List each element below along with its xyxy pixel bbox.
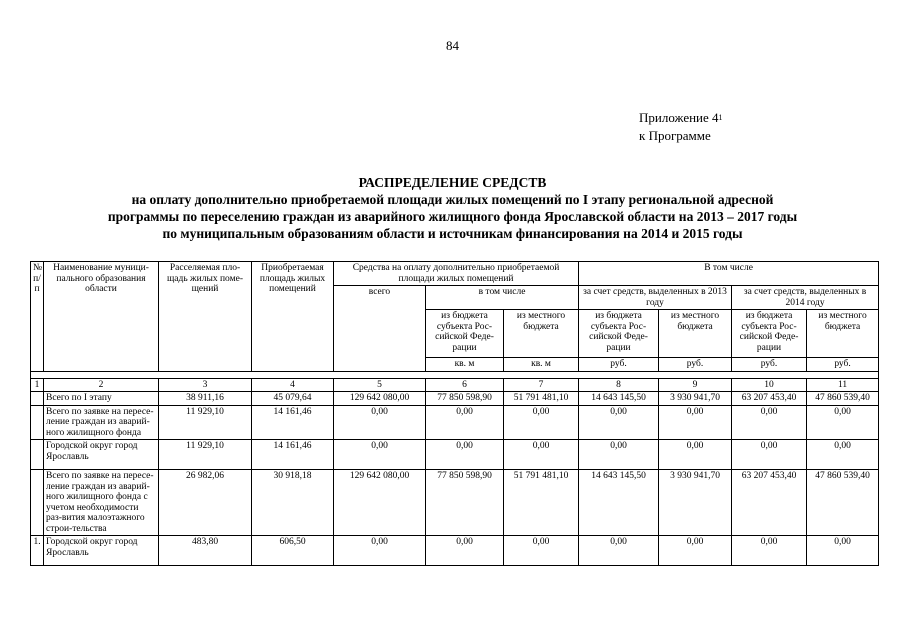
value-cell: 51 791 481,10 — [504, 470, 579, 536]
row-number-cell — [31, 392, 44, 406]
value-cell: 0,00 — [579, 440, 659, 470]
value-cell: 0,00 — [659, 440, 732, 470]
row-number-cell — [31, 440, 44, 470]
value-cell: 63 207 453,40 — [732, 470, 807, 536]
value-cell: 47 860 539,40 — [807, 392, 879, 406]
table-row — [31, 392, 879, 406]
header-local-b: из местного бюджета — [659, 310, 732, 358]
unit-cell: руб. — [807, 358, 879, 372]
column-number-cell: 4 — [252, 378, 334, 392]
value-cell: 0,00 — [504, 440, 579, 470]
value-cell: 14 643 145,50 — [579, 470, 659, 536]
column-number-cell: 7 — [504, 378, 579, 392]
unit-cell: руб. — [579, 358, 659, 372]
header-name: Наименование муници-пального образования области — [44, 262, 159, 372]
appendix-note — [639, 110, 723, 144]
value-cell: 0,00 — [807, 440, 879, 470]
unit-cell: кв. м — [426, 358, 504, 372]
value-cell: 26 982,06 — [159, 470, 252, 536]
table-row — [31, 536, 879, 566]
row-name-cell: Городской округ город Ярославль — [44, 440, 159, 470]
value-cell: 0,00 — [732, 536, 807, 566]
value-cell: 51 791 481,10 — [504, 392, 579, 406]
header-total: всего — [334, 286, 426, 372]
funds-table — [30, 261, 879, 566]
value-cell: 38 911,16 — [159, 392, 252, 406]
value-cell: 0,00 — [659, 405, 732, 440]
row-name-cell: Всего по заявке на пересе-ление граждан из аварий-ного жилищного фонда — [44, 405, 159, 440]
header-including-top: В том числе — [579, 262, 879, 286]
title-line-1: на оплату дополнительно приобретаемой площади жилых помещений по I этапу региональной адресной — [131, 192, 774, 207]
row-name-cell: Всего по заявке на пересе-ление граждан из аварий-ного жилищного фонда с учетом необходимости раз-вития малоэтажного строи-тельства — [44, 470, 159, 536]
column-number-cell: 9 — [659, 378, 732, 392]
header-resettled-area: Расселяемая пло-щадь жилых поме-щений — [159, 262, 252, 372]
value-cell: 45 079,64 — [252, 392, 334, 406]
column-numbers-row — [31, 378, 879, 392]
value-cell: 0,00 — [659, 536, 732, 566]
column-number-cell: 1 — [31, 378, 44, 392]
unit-cell: кв. м — [504, 358, 579, 372]
header-including: в том числе — [426, 286, 579, 310]
row-name-cell: Городской округ город Ярославль — [44, 536, 159, 566]
row-name-cell: Всего по I этапу — [44, 392, 159, 406]
appendix-program: к Программе — [639, 128, 711, 143]
header-federal-b: из бюджета субъекта Рос-сийской Феде-рации — [579, 310, 659, 358]
header-funds: Средства на оплату дополнительно приобретаемой площади жилых помещений — [334, 262, 579, 286]
value-cell: 129 642 080,00 — [334, 392, 426, 406]
header-budget-2013: за счет средств, выделенных в 2013 году — [579, 286, 732, 310]
title-line-3: по муниципальным образованиям области и источникам финансирования на 2014 и 2015 годы — [162, 226, 743, 241]
value-cell: 3 930 941,70 — [659, 392, 732, 406]
row-number-cell — [31, 470, 44, 536]
column-number-cell: 6 — [426, 378, 504, 392]
header-budget-2014: за счет средств, выделенных в 2014 году — [732, 286, 879, 310]
value-cell: 77 850 598,90 — [426, 470, 504, 536]
value-cell: 0,00 — [504, 536, 579, 566]
value-cell: 14 643 145,50 — [579, 392, 659, 406]
value-cell: 0,00 — [426, 440, 504, 470]
column-number-cell: 10 — [732, 378, 807, 392]
value-cell: 0,00 — [504, 405, 579, 440]
header-acquired-area: Приобретаемая площадь жилых помещений — [252, 262, 334, 372]
value-cell: 0,00 — [579, 536, 659, 566]
unit-cell: руб. — [659, 358, 732, 372]
document-title — [40, 174, 865, 242]
column-number-cell: 3 — [159, 378, 252, 392]
column-number-cell: 5 — [334, 378, 426, 392]
value-cell: 0,00 — [807, 536, 879, 566]
value-cell: 30 918,18 — [252, 470, 334, 536]
value-cell: 129 642 080,00 — [334, 470, 426, 536]
value-cell: 606,50 — [252, 536, 334, 566]
header-federal-c: из бюджета субъекта Рос-сийской Феде-рации — [732, 310, 807, 358]
appendix-label: Приложение 4 — [639, 110, 719, 125]
row-number-cell — [31, 405, 44, 440]
value-cell: 3 930 941,70 — [659, 470, 732, 536]
value-cell: 0,00 — [426, 405, 504, 440]
value-cell: 0,00 — [334, 405, 426, 440]
value-cell: 0,00 — [732, 440, 807, 470]
value-cell: 0,00 — [334, 440, 426, 470]
value-cell: 11 929,10 — [159, 405, 252, 440]
title-heading: РАСПРЕДЕЛЕНИЕ СРЕДСТВ — [358, 175, 547, 190]
value-cell: 47 860 539,40 — [807, 470, 879, 536]
table-row — [31, 440, 879, 470]
row-number-cell: 1. — [31, 536, 44, 566]
value-cell: 14 161,46 — [252, 405, 334, 440]
value-cell: 77 850 598,90 — [426, 392, 504, 406]
value-cell: 11 929,10 — [159, 440, 252, 470]
header-local-c: из местного бюджета — [807, 310, 879, 358]
column-number-cell: 11 — [807, 378, 879, 392]
value-cell: 0,00 — [732, 405, 807, 440]
appendix-superscript: 1 — [718, 113, 723, 122]
table-row — [31, 470, 879, 536]
value-cell: 0,00 — [807, 405, 879, 440]
column-number-cell: 8 — [579, 378, 659, 392]
value-cell: 0,00 — [579, 405, 659, 440]
unit-cell: руб. — [732, 358, 807, 372]
value-cell: 0,00 — [334, 536, 426, 566]
page-number: 84 — [446, 38, 459, 53]
table-row — [31, 405, 879, 440]
value-cell: 14 161,46 — [252, 440, 334, 470]
value-cell: 63 207 453,40 — [732, 392, 807, 406]
header-local-a: из местного бюджета — [504, 310, 579, 358]
value-cell: 483,80 — [159, 536, 252, 566]
title-line-2: программы по переселению граждан из аварийного жилищного фонда Ярославской области на 2013 – 2017 годы — [107, 209, 798, 224]
table-separator — [31, 371, 879, 378]
value-cell: 0,00 — [426, 536, 504, 566]
table-body — [31, 392, 879, 566]
header-num: № п/п — [31, 262, 44, 372]
header-federal-a: из бюджета субъекта Рос-сийской Феде-рации — [426, 310, 504, 358]
column-number-cell: 2 — [44, 378, 159, 392]
